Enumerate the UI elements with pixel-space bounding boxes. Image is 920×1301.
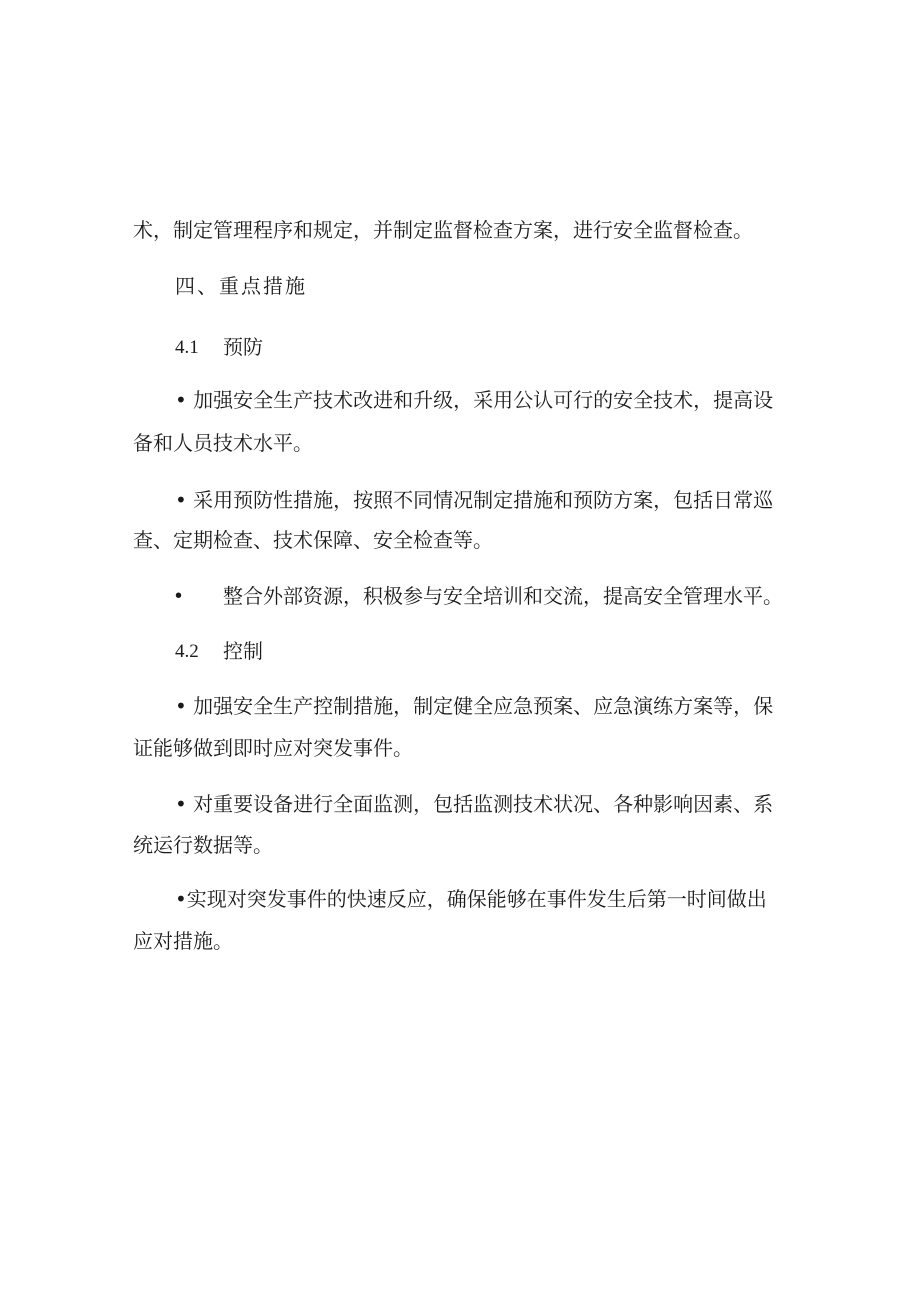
list-item-4-line-1: • 加强安全生产控制措施，制定健全应急预案、应急演练方案等，保: [175, 694, 774, 718]
list-item-2-line-2: 查、定期检查、技术保障、安全检查等。: [133, 528, 493, 552]
intro-paragraph-line: 术，制定管理程序和规定，并制定监督检查方案，进行安全监督检查。: [133, 218, 753, 242]
list-item-3-bullet: •: [175, 585, 183, 607]
list-item-6-line-2: 应对措施。: [133, 929, 233, 953]
list-item-1-line-1: • 加强安全生产技术改进和升级，采用公认可行的安全技术，提高设: [175, 388, 774, 412]
subsection-2-number: 4.2: [175, 641, 199, 662]
subsection-1-title: 预防: [223, 335, 263, 359]
list-item-5-line-2: 统运行数据等。: [133, 833, 273, 857]
list-item-3-text: 整合外部资源，积极参与安全培训和交流，提高安全管理水平。: [223, 584, 783, 608]
list-item-4-line-2: 证能够做到即时应对突发事件。: [133, 736, 413, 760]
subsection-2-title: 控制: [223, 639, 263, 663]
subsection-1-number: 4.1: [175, 337, 199, 358]
section-heading: 四、重点措施: [175, 274, 307, 298]
list-item-1-line-2: 备和人员技术水平。: [133, 431, 313, 455]
list-item-5-line-1: • 对重要设备进行全面监测，包括监测技术状况、各种影响因素、系: [175, 792, 774, 816]
list-item-2-line-1: • 采用预防性措施，按照不同情况制定措施和预防方案，包括日常巡: [175, 488, 774, 512]
list-item-6-line-1: •实现对突发事件的快速反应，确保能够在事件发生后第一时间做出: [175, 887, 767, 911]
